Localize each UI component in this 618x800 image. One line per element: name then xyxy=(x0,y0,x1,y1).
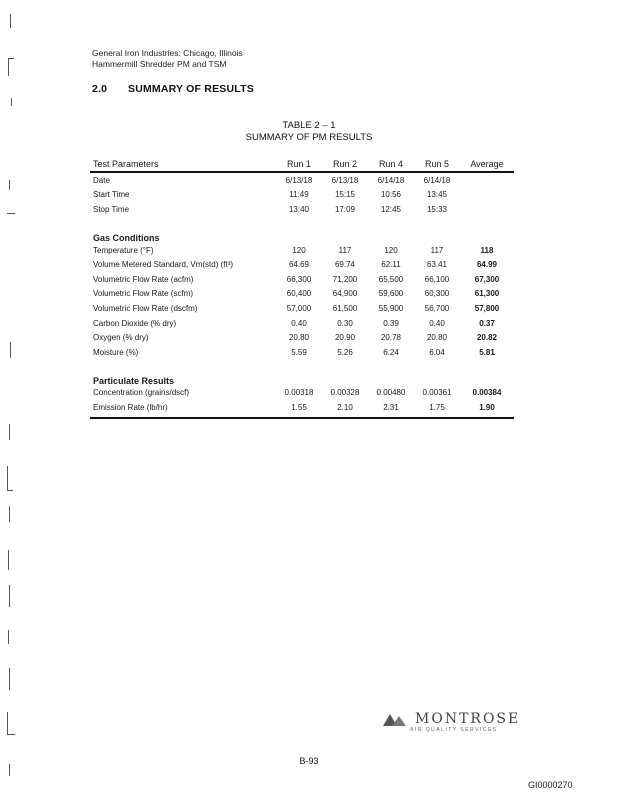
cell-run-4: 6/14/18 xyxy=(377,175,405,185)
cell-run-5: 0.40 xyxy=(429,318,445,328)
page-number: B-93 xyxy=(299,756,319,766)
row-label: Stop Time xyxy=(93,204,130,214)
cell-run-2: 69.74 xyxy=(334,260,356,270)
cell-run-5: 60,300 xyxy=(424,289,450,299)
column-header: Test Parameters xyxy=(90,153,276,172)
table-row xyxy=(90,330,514,345)
table-row xyxy=(90,243,514,258)
cell-run-2: 0.00328 xyxy=(330,388,360,398)
scan-edge-mark xyxy=(10,14,11,28)
company-logo xyxy=(383,712,520,726)
logo-name: MONTROSE xyxy=(415,711,521,727)
cell-average: 1.90 xyxy=(460,400,514,418)
cell-average: 64.99 xyxy=(476,260,498,270)
scan-edge-mark xyxy=(9,585,10,607)
table-row xyxy=(90,287,514,302)
cell-run-2: 17:09 xyxy=(334,204,356,214)
cell-average xyxy=(460,172,514,188)
row-label: Date xyxy=(93,175,110,185)
cell-run-4: 2.31 xyxy=(368,400,414,418)
mountain-logo-icon xyxy=(383,712,409,726)
row-label: Moisture (%) xyxy=(93,347,139,357)
row-label: Volumetric Flow Rate (acfm) xyxy=(93,274,194,284)
cell-run-5: 13:45 xyxy=(426,190,448,200)
scan-edge-mark xyxy=(8,58,9,76)
row-label: Oxygen (% dry) xyxy=(93,333,149,343)
cell-run-4: 0.39 xyxy=(383,318,399,328)
cell-run-4: 120 xyxy=(384,245,398,255)
column-header: Run 1 xyxy=(276,153,322,172)
cell-run-5: 66,100 xyxy=(424,274,450,284)
row-label: Volumetric Flow Rate (dscfm) xyxy=(93,303,198,313)
scan-edge-mark xyxy=(9,180,10,190)
cell-run-4: 62.11 xyxy=(381,260,401,270)
cell-run-1: 64.69 xyxy=(288,260,310,270)
cell-run-2: 61,500 xyxy=(332,303,358,313)
scan-edge-mark xyxy=(9,668,10,690)
table-subtitle: SUMMARY OF PM RESULTS xyxy=(245,132,373,143)
cell-average: 57,800 xyxy=(474,303,500,313)
scan-edge-mark xyxy=(8,58,14,59)
scan-edge-mark xyxy=(10,342,11,358)
group-heading: Gas Conditions xyxy=(93,232,160,243)
column-header: Run 4 xyxy=(368,153,414,172)
cell-run-2: 20.90 xyxy=(334,333,356,343)
cell-run-1: 20.80 xyxy=(288,333,310,343)
cell-run-1: 57,000 xyxy=(286,303,312,313)
row-label: Temperature (°F) xyxy=(93,245,154,255)
group-heading-row xyxy=(90,360,514,386)
cell-run-1: 13:40 xyxy=(288,204,310,214)
document-header xyxy=(92,48,243,70)
scan-edge-mark xyxy=(7,213,15,214)
cell-run-2: 2.10 xyxy=(322,400,368,418)
cell-run-2: 0.30 xyxy=(337,318,353,328)
table-row xyxy=(90,257,514,272)
cell-run-4: 20.78 xyxy=(380,333,402,343)
cell-run-1: 0.40 xyxy=(291,318,307,328)
table-title: TABLE 2 – 1 xyxy=(282,120,336,131)
scan-edge-mark xyxy=(7,734,15,735)
cell-run-5: 20.80 xyxy=(426,333,448,343)
cell-run-4: 65,500 xyxy=(378,274,404,284)
cell-run-4: 0.00480 xyxy=(376,388,406,398)
table-body xyxy=(90,172,514,418)
table-row xyxy=(90,172,514,188)
results-table xyxy=(90,153,514,419)
cell-run-5: 15:33 xyxy=(426,204,448,214)
cell-run-2: 6/13/18 xyxy=(331,175,359,185)
cell-run-2: 71,200 xyxy=(332,274,358,284)
cell-run-2: 64,900 xyxy=(332,289,358,299)
section-title: SUMMARY OF RESULTS xyxy=(128,83,254,95)
scan-edge-mark xyxy=(7,712,8,734)
table-row xyxy=(90,345,514,360)
cell-average: 61,300 xyxy=(474,289,500,299)
cell-run-4: 12:45 xyxy=(380,204,402,214)
cell-run-2: 117 xyxy=(338,245,352,255)
section-heading xyxy=(92,83,254,95)
bates-number: GI0000270 xyxy=(528,780,573,790)
cell-average: 118 xyxy=(480,245,494,255)
cell-run-5: 1.75 xyxy=(414,400,460,418)
header-line-2: Hammermill Shredder PM and TSM xyxy=(92,59,227,69)
scan-edge-mark xyxy=(11,98,12,106)
cell-run-2: 15:15 xyxy=(334,190,356,200)
group-heading: Particulate Results xyxy=(93,375,175,386)
scan-edge-mark xyxy=(8,550,9,570)
cell-average: 67,300 xyxy=(474,274,500,284)
scan-edge-mark xyxy=(9,424,10,440)
row-label: Carbon Dioxide (% dry) xyxy=(93,318,177,328)
cell-run-1: 60,400 xyxy=(286,289,312,299)
cell-run-1: 11:49 xyxy=(289,190,309,200)
table-row xyxy=(90,272,514,287)
cell-run-5: 117 xyxy=(430,245,444,255)
cell-run-5: 63.41 xyxy=(426,260,448,270)
scan-edge-mark xyxy=(7,466,8,490)
cell-run-4: 59,600 xyxy=(378,289,404,299)
scan-edge-mark xyxy=(7,490,13,491)
table-row xyxy=(90,400,514,418)
table-row xyxy=(90,386,514,401)
scan-edge-mark xyxy=(9,506,10,522)
cell-run-1: 0.00318 xyxy=(284,388,314,398)
row-label: Start Time xyxy=(93,190,130,200)
cell-average: 20.82 xyxy=(476,333,498,343)
cell-run-5: 6.04 xyxy=(429,347,445,357)
group-heading-row xyxy=(90,217,514,243)
table-header-row xyxy=(90,153,514,172)
cell-run-5: 6/14/18 xyxy=(423,175,451,185)
table-row xyxy=(90,202,514,217)
cell-run-1: 5.59 xyxy=(291,347,307,357)
cell-run-5: 56,700 xyxy=(424,303,450,313)
row-label: Volume Metered Standard, Vm(std) (ft³) xyxy=(93,260,234,270)
cell-run-4: 55,900 xyxy=(378,303,404,313)
cell-run-2: 5.26 xyxy=(337,347,353,357)
table-row xyxy=(90,188,514,203)
cell-run-1: 6/13/18 xyxy=(285,175,313,185)
row-label: Concentration (grains/dscf) xyxy=(93,388,190,398)
scan-edge-mark xyxy=(8,630,9,644)
cell-run-1: 1.55 xyxy=(276,400,322,418)
cell-average: 5.81 xyxy=(479,347,495,357)
section-number: 2.0 xyxy=(92,83,108,95)
cell-run-4: 6.24 xyxy=(383,347,399,357)
cell-run-5: 0.00361 xyxy=(422,388,452,398)
table-caption xyxy=(0,120,618,144)
cell-run-4: 10:56 xyxy=(380,190,402,200)
table-row xyxy=(90,316,514,331)
logo-tagline: AIR QUALITY SERVICES xyxy=(410,727,498,733)
column-header: Average xyxy=(460,153,514,172)
header-line-1: General Iron Industries: Chicago, Illinois xyxy=(92,48,243,58)
cell-average xyxy=(460,202,514,217)
cell-average: 0.00384 xyxy=(472,388,502,398)
column-header: Run 5 xyxy=(414,153,460,172)
table-row xyxy=(90,301,514,316)
row-label: Volumetric Flow Rate (scfm) xyxy=(93,289,194,299)
cell-run-1: 66,300 xyxy=(286,274,312,284)
cell-average: 0.37 xyxy=(479,318,495,328)
row-label: Emission Rate (lb/hr) xyxy=(90,400,276,418)
cell-average xyxy=(460,188,514,203)
column-header: Run 2 xyxy=(322,153,368,172)
cell-run-1: 120 xyxy=(292,245,306,255)
